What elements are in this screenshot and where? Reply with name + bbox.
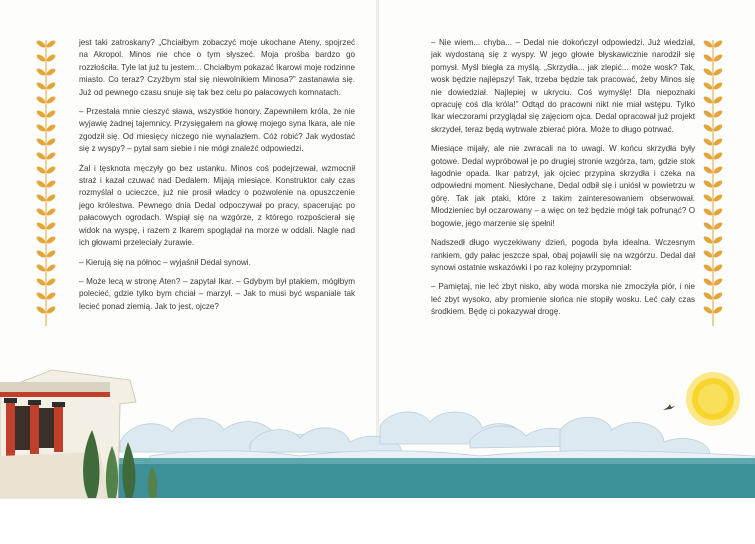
laurel-leaf <box>36 249 46 259</box>
laurel-leaf <box>703 235 713 245</box>
laurel-leaf <box>713 95 723 105</box>
laurel-leaf <box>46 193 56 203</box>
laurel-leaf <box>36 277 46 287</box>
laurel-leaf <box>46 137 56 147</box>
laurel-vine-left-icon <box>36 38 56 328</box>
laurel-leaf <box>46 151 56 161</box>
laurel-leaf <box>703 137 713 147</box>
laurel-leaf <box>36 95 46 105</box>
laurel-leaf <box>713 165 723 175</box>
laurel-leaves-left <box>36 39 56 326</box>
laurel-leaf <box>46 291 56 301</box>
laurel-leaf <box>36 81 46 91</box>
laurel-leaf <box>46 249 56 259</box>
laurel-leaf <box>713 53 723 63</box>
paragraph: Żal i tęsknota męczyły go bez ustanku. Minos coś podejrzewał, wzmocnił straż i kazał czuwać nad Dedalem. Mijają miesiące. Konstruktor cały czas rozmyślał o ucieczce, już nie prosił władcy o pozwolenie na opuszczenie jego królestwa. Pewnego dnia Dedal odpoczywał po pracy, spacerując po pałacowych ogrodach. Wspiął się na wzgórze, z którego rozpościerał się widok na wyspę, i razem z Ikarem spoglądał na morze w oddali. Nagle nad ich głowami przeleciały żurawie. <box>79 163 355 248</box>
laurel-leaf <box>713 123 723 133</box>
laurel-leaf <box>703 193 713 203</box>
laurel-vine-right-icon <box>703 38 723 328</box>
bird-icon <box>662 403 676 413</box>
laurel-leaves-right <box>703 39 723 326</box>
paragraph: – Przestała mnie cieszyć sława, wszystkie honory. Zapewniłem króla, że nie wyjawię żadnej tajemnicy. Przysięgałem na głowę mojego syna Ikara, ale nie zgodził się. Od miesięcy niczego nie wynalazłem. Cóż robić? Jak wydostać się z wyspy? – pytał sam siebie i nie mógł znaleźć odpowiedzi. <box>79 107 355 154</box>
laurel-leaf <box>46 221 56 231</box>
paragraph: – Pamiętaj, nie leć zbyt nisko, aby woda morska nie zmoczyła piór, i nie leć zbyt wysoko, aby promienie słońca nie stopiły wosku. Leć cały czas środkiem. Będę ci pokazywał drogę. <box>431 282 695 317</box>
laurel-leaf <box>703 39 713 49</box>
laurel-leaf <box>713 67 723 77</box>
laurel-leaf <box>36 165 46 175</box>
laurel-leaf <box>46 95 56 105</box>
laurel-leaf <box>36 291 46 301</box>
laurel-leaf <box>703 221 713 231</box>
paragraph: – Może lecą w stronę Aten? – zapytał Ikar. – Gdybym był ptakiem, mógłbym polecieć, gdzie tylko bym chciał – marzył. – Jak to musi być wspaniale tak lecieć ponad ziemią. Jak to jest, ojcze? <box>79 276 355 311</box>
laurel-leaf <box>703 109 713 119</box>
laurel-leaf <box>713 39 723 49</box>
laurel-leaf <box>36 305 46 315</box>
laurel-leaf <box>46 165 56 175</box>
laurel-leaf <box>713 277 723 287</box>
right-text-column <box>431 37 695 326</box>
landscape-illustration <box>0 330 755 544</box>
laurel-leaf <box>36 39 46 49</box>
paragraph: Miesiące mijały, ale nie zwracali na to uwagi. W końcu skrzydła były gotowe. Dedal wypróbował je po drugiej stronie wzgórza, tam, gdzie stok łagodnie opada. Ikar patrzył, jak ojciec przypina skrzydła i czeka na odpowiedni moment. Niesłychane, Dedal odbił się i uniósł w powietrzu w górę. Tak jak ptaki, które z takim zainteresowaniem obserwował. Młodzieniec był oczarowany – a więc on też będzie mógł tak pofrunąć? O bogowie, jego marzenie się spełni! <box>431 144 695 228</box>
laurel-leaf <box>46 207 56 217</box>
laurel-leaf <box>46 305 56 315</box>
paragraph: – Nie wiem... chyba... – Dedal nie dokończył odpowiedzi. Już wiedział, jak wydostaną się z wyspy. W jego głowie błyskawicznie narodził się pomysł. Myśl biegła za myślą. „Skrzydła... jak zlepić... może wosk? Tak, wosk będzie najlepszy! Tak, trzeba będzie tak pracować, żeby Minos się nie dowiedział. Najlepiej w ukryciu. Coś wymyślę! Dla niepoznaki opracuję coś dla króla!” Odtąd do pracowni nikt nie miał wstępu. Tylko Ikar wieczorami przyglądał się zajęciom ojca. Dedal opracował już projekt skrzydeł, teraz będą wytrwale zbierać pióra. Może to długo potrwać. <box>431 38 695 134</box>
laurel-leaf <box>713 263 723 273</box>
laurel-leaf <box>713 193 723 203</box>
laurel-leaf <box>713 151 723 161</box>
laurel-leaf <box>36 123 46 133</box>
laurel-leaf <box>703 123 713 133</box>
paragraph: jest taki zatroskany? „Chciałbym zobaczyć moje ukochane Ateny, spojrzeć na Akropol. Minos nie chce o tym słyszeć. Moja prośba bardzo go rozzłościła. Tyle lat już tu jestem... Chciałbym pokazać Ikarowi moje rodzinne miasto. Co teraz? Czyżbym stał się niewolnikiem Minosa?” zastanawia się. Już od pewnego czasu snuje się tak bez celu po pałacowych komnatach. <box>79 38 355 97</box>
laurel-leaf <box>36 53 46 63</box>
clouds <box>120 412 755 464</box>
laurel-leaf <box>703 263 713 273</box>
laurel-leaf <box>713 235 723 245</box>
laurel-leaf <box>36 263 46 273</box>
laurel-leaf <box>36 179 46 189</box>
laurel-leaf <box>46 53 56 63</box>
laurel-leaf <box>713 249 723 259</box>
laurel-leaf <box>703 277 713 287</box>
laurel-leaf <box>703 151 713 161</box>
laurel-leaf <box>46 263 56 273</box>
laurel-leaf <box>713 137 723 147</box>
laurel-leaf <box>703 67 713 77</box>
laurel-leaf <box>36 193 46 203</box>
laurel-leaf <box>46 39 56 49</box>
sun-icon <box>684 370 742 428</box>
paragraph: Nadszedł długo wyczekiwany dzień, pogoda była idealna. Wczesnym rankiem, gdy pałac jeszcze spał, obaj pojawili się na wzgórzu. Dedal dał synowi ostatnie wskazówki i po raz kolejny przypomniał: <box>431 238 695 272</box>
paragraph: – Kierują się na północ – wyjaśnił Dedal synowi. <box>79 257 251 267</box>
left-text-column <box>79 37 355 320</box>
laurel-leaf <box>703 207 713 217</box>
laurel-leaf <box>36 221 46 231</box>
laurel-leaf <box>713 207 723 217</box>
laurel-leaf <box>36 207 46 217</box>
laurel-leaf <box>703 95 713 105</box>
laurel-leaf <box>713 109 723 119</box>
laurel-leaf <box>703 249 713 259</box>
laurel-leaf <box>46 67 56 77</box>
laurel-leaf <box>46 81 56 91</box>
laurel-leaf <box>713 291 723 301</box>
laurel-leaf <box>703 165 713 175</box>
laurel-leaf <box>713 221 723 231</box>
laurel-leaf <box>46 123 56 133</box>
laurel-leaf <box>36 137 46 147</box>
laurel-leaf <box>703 179 713 189</box>
laurel-leaf <box>46 109 56 119</box>
laurel-leaf <box>46 235 56 245</box>
laurel-leaf <box>36 151 46 161</box>
laurel-leaf <box>703 305 713 315</box>
laurel-leaf <box>703 53 713 63</box>
laurel-leaf <box>36 235 46 245</box>
laurel-leaf <box>703 291 713 301</box>
laurel-leaf <box>713 81 723 91</box>
laurel-leaf <box>36 67 46 77</box>
laurel-leaf <box>713 179 723 189</box>
laurel-leaf <box>36 109 46 119</box>
laurel-leaf <box>46 179 56 189</box>
laurel-leaf <box>46 277 56 287</box>
laurel-leaf <box>713 305 723 315</box>
laurel-leaf <box>703 81 713 91</box>
